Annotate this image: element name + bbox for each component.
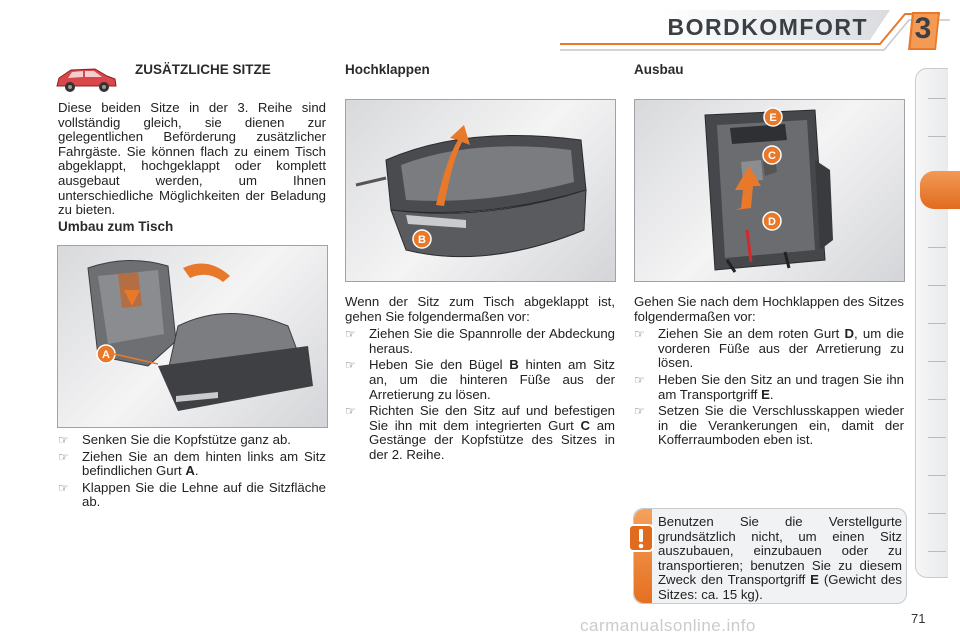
pointer-icon: ☞ <box>634 327 645 342</box>
ausbau-text-block <box>634 295 904 450</box>
watermark: carmanualsonline.info <box>580 616 756 635</box>
thumb-divider <box>928 475 946 476</box>
hochklappen-text-block <box>345 295 615 465</box>
pointer-icon: ☞ <box>634 372 645 387</box>
hochklappen-step-2: ☞ Heben Sie den Bügel B hinten am Sitz an, um die hinteren Füße aus der Arretierung zu lösen. <box>345 357 615 402</box>
seat-table-illustration <box>58 246 327 427</box>
seat-fold-up-illustration <box>346 100 615 281</box>
ausbau-step-3: ☞ Setzen Sie die Verschlusskappen wieder in die Verankerungen ein, damit der Kofferraumboden eben ist. <box>634 403 904 448</box>
umbau-illustration <box>57 245 328 428</box>
seat-removal-illustration <box>635 100 904 281</box>
hochklappen-heading: Hochklappen <box>345 62 430 77</box>
thumb-divider <box>928 323 946 324</box>
warning-text: Benutzen Sie die Verstellgurte grundsätzlich nicht, um einen Sitz auszubauen, einzubauen oder zu transportieren; benutzen Sie zu diesem Zweck den Transportgriff E (Gewicht des Sitzes: ca. 15 kg). <box>658 514 903 602</box>
car-icon <box>53 62 119 96</box>
section-title: ZUSÄTZLICHE SITZE <box>135 62 271 77</box>
hochklappen-step-3: ☞ Richten Sie den Sitz auf und befestigen Sie ihn mit dem integrierten Gurt C am Gestänge der Kopfstütze des Sitzes in der 2. Reihe. <box>345 403 616 462</box>
chapter-number: 3 <box>914 12 932 45</box>
umbau-steps <box>58 433 326 512</box>
ausbau-step-2: ☞ Heben Sie den Sitz an und tragen Sie ihn am Transportgriff E. <box>634 371 904 402</box>
thumb-divider <box>928 551 946 552</box>
chapter-title: BORDKOMFORT <box>667 14 868 40</box>
pointer-icon: ☞ <box>345 404 356 419</box>
hochklappen-bullet-list <box>345 327 615 462</box>
callout-c: C <box>768 150 776 162</box>
thumb-divider <box>928 98 946 99</box>
pointer-icon: ☞ <box>345 327 356 342</box>
callout-b: B <box>418 234 426 246</box>
umbau-step-1: ☞ Senken Sie die Kopfstütze ganz ab. <box>58 432 291 447</box>
hochklappen-illustration <box>345 99 616 282</box>
umbau-heading: Umbau zum Tisch <box>58 219 174 234</box>
ausbau-illustration <box>634 99 905 282</box>
exclamation-icon <box>626 523 656 553</box>
callout-d: D <box>768 216 776 228</box>
ausbau-intro: Gehen Sie nach dem Hochklappen des Sitzes folgendermaßen vor: <box>634 294 904 324</box>
umbau-step-3: ☞ Klappen Sie die Lehne auf die Sitzfläche ab. <box>58 479 326 510</box>
thumb-divider <box>928 247 946 248</box>
warning-box <box>633 508 907 604</box>
pointer-icon: ☞ <box>345 358 356 373</box>
thumb-divider <box>928 437 946 438</box>
callout-e: E <box>769 112 777 124</box>
thumb-tab-active[interactable] <box>920 171 960 209</box>
pointer-icon: ☞ <box>58 480 69 495</box>
callout-a: A <box>102 349 110 361</box>
pointer-icon: ☞ <box>58 433 69 447</box>
pointer-icon: ☞ <box>58 449 69 464</box>
thumb-divider <box>928 361 946 362</box>
ausbau-bullet-list <box>634 327 904 448</box>
ausbau-heading: Ausbau <box>634 62 684 77</box>
ausbau-step-1: ☞ Ziehen Sie an dem roten Gurt D, um die vorderen Füße aus der Arretierung zu lösen. <box>634 326 904 371</box>
hochklappen-step-1: ☞ Ziehen Sie die Spannrolle der Abdeckung heraus. <box>345 326 615 356</box>
thumb-divider <box>928 513 946 514</box>
intro-text-block <box>58 101 326 218</box>
pointer-icon: ☞ <box>634 404 645 419</box>
intro-text: Diese beiden Sitze in der 3. Reihe sind vollständig gleich, sie dienen zur gelegentlichen Beförderung zusätzlicher Fahrgäste. Sie können flach zu einem Tisch abgeklappt, hochgeklappt oder komplett ausgebaut werden, um Ihnen unterschiedliche Möglichkeiten der Beladung zu bieten. <box>58 100 326 218</box>
thumb-divider <box>928 399 946 400</box>
page-number: 71 <box>911 611 926 626</box>
umbau-step-2: ☞ Ziehen Sie an dem hinten links am Sitz befindlichen Gurt A. <box>58 448 326 479</box>
umbau-bullet-list <box>58 433 326 510</box>
hochklappen-intro: Wenn der Sitz zum Tisch abgeklappt ist, gehen Sie folgendermaßen vor: <box>345 294 615 324</box>
thumb-divider <box>928 285 946 286</box>
thumb-divider <box>928 136 946 137</box>
